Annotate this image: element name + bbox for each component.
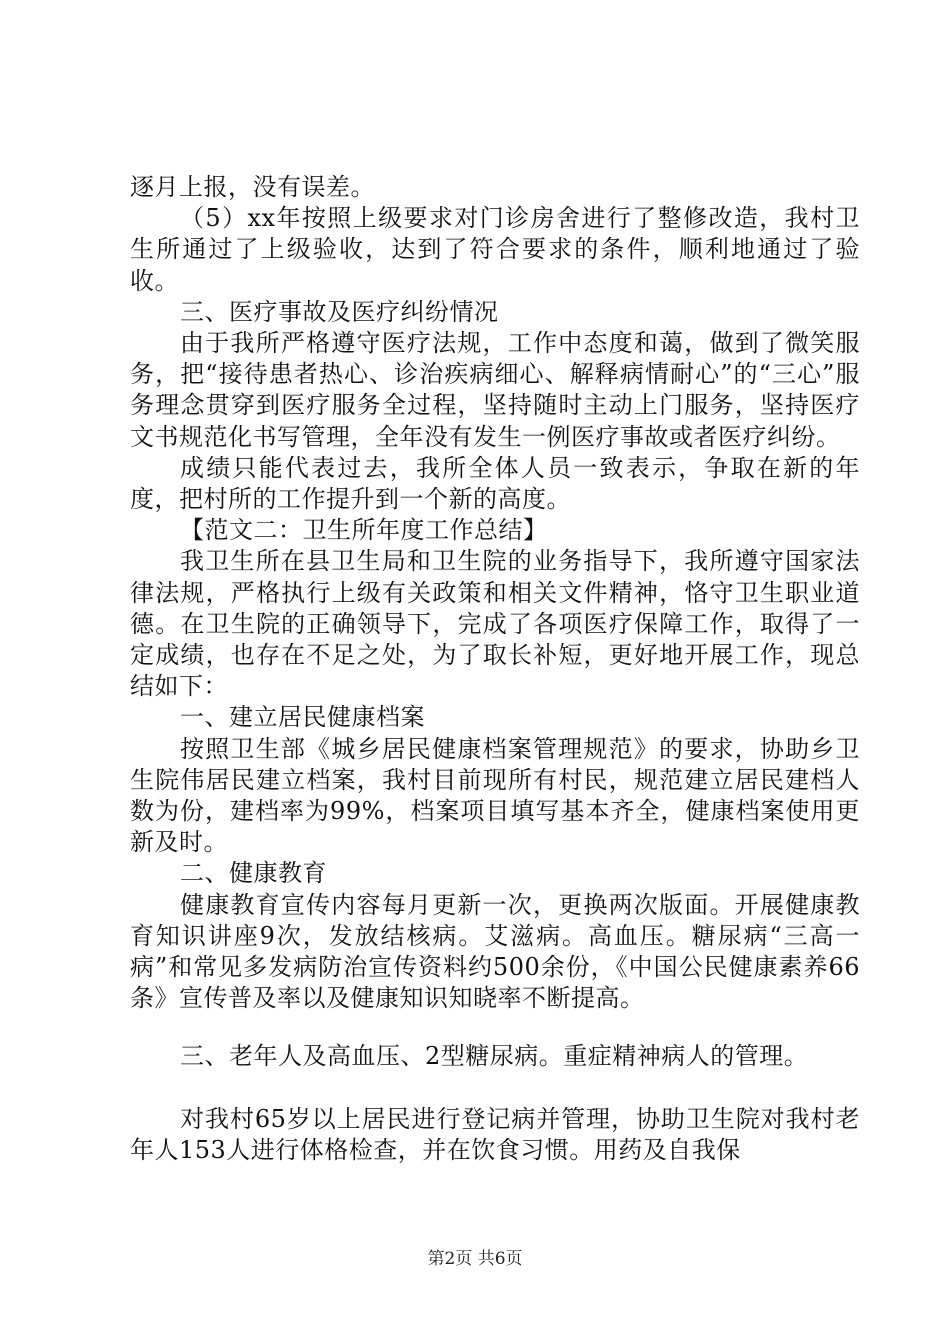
paragraph-medical-service: 由于我所严格遵守医疗法规，工作中态度和蔼，做到了微笑服务，把“接待患者热心、诊治疾病细心、解释病情耐心”的“三心”服务理念贯穿到医疗服务全过程，坚持随时主动上门服务，坚持医疗文书规范化书写管理，全年没有发生一例医疗事故或者医疗纠纷。: [130, 329, 860, 451]
paragraph-elderly-management: 对我村65岁以上居民进行登记病并管理，协助卫生院对我村老年人153人进行体格检查，并在饮食习惯。用药及自我保: [130, 1104, 860, 1164]
section-heading-health-records: 一、建立居民健康档案: [180, 703, 425, 732]
section-heading-medical-accidents: 三、医疗事故及医疗纠纷情况: [180, 297, 499, 326]
paragraph-health-records: 按照卫生部《城乡居民健康档案管理规范》的要求，协助乡卫生院伟居民建立档案，我村目前现所有村民，规范建立居民建档人数为份，建档率为99%，档案项目填写基本齐全，健康档案使用更新及时。: [130, 734, 860, 857]
sample-two-title: 【范文二：卫生所年度工作总结】: [180, 516, 548, 545]
paragraph-health-education: 健康教育宣传内容每月更新一次，更换两次版面。开展健康教育知识讲座9次，发放结核病。艾滋病。高血压。糖尿病“三高一病”和常见多发病防治宣传资料约500余份，《中国公民健康素养66条》宣传普及率以及健康知识知晓率不断提高。: [130, 890, 860, 1013]
paragraph-renovation: （5）xx年按照上级要求对门诊房舍进行了整修改造，我村卫生所通过了上级验收，达到了符合要求的条件，顺利地通过了验收。: [130, 204, 860, 295]
paragraph-monthly-report: 逐月上报，没有误差。: [130, 173, 375, 201]
page-number-footer: 第2页 共6页: [427, 1249, 523, 1269]
section-heading-elderly-management: 三、老年人及高血压、2型糖尿病。重症精神病人的管理。: [180, 1042, 809, 1071]
document-body: [130, 172, 860, 1166]
paragraph-sample-two-intro: 我卫生所在县卫生局和卫生院的业务指导下，我所遵守国家法律法规，严格执行上级有关政策和相关文件精神，恪守卫生职业道德。在卫生院的正确领导下，完成了各项医疗保障工作，取得了一定成绩，也存在不足之处，为了取长补短，更好地开展工作，现总结如下：: [130, 547, 860, 701]
paragraph-achievements: 成绩只能代表过去，我所全体人员一致表示，争取在新的年度，把村所的工作提升到一个新的高度。: [130, 453, 860, 514]
section-heading-health-education: 二、健康教育: [180, 859, 327, 888]
